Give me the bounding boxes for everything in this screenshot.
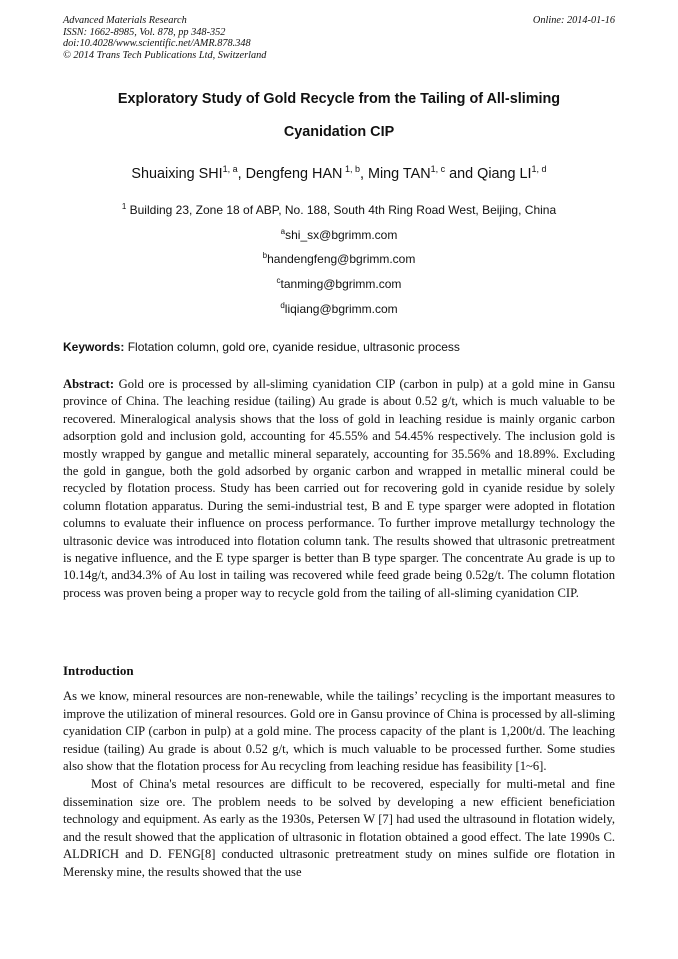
email-superscript: d bbox=[280, 301, 285, 310]
author-separator: , bbox=[237, 166, 246, 182]
author-list bbox=[63, 166, 615, 182]
abstract-label: Abstract: bbox=[63, 377, 115, 391]
issn-line: ISSN: 1662-8985, Vol. 878, pp 348-352 bbox=[63, 26, 226, 38]
email-superscript: b bbox=[262, 251, 268, 260]
author-email bbox=[63, 277, 615, 291]
online-date: Online: 2014-01-16 bbox=[532, 15, 615, 26]
author-name: Ming TAN bbox=[367, 166, 431, 182]
affiliation-superscript: 1 bbox=[121, 202, 127, 211]
author-superscript: 1, d bbox=[531, 164, 547, 174]
author-email bbox=[63, 302, 615, 316]
email-text: handengfeng@bgrimm.com bbox=[267, 252, 416, 266]
author-email bbox=[63, 252, 615, 266]
keywords-label: Keywords: bbox=[63, 340, 125, 354]
author-separator: and bbox=[445, 166, 478, 182]
author-name: Dengfeng HAN bbox=[245, 166, 343, 182]
author-email bbox=[63, 228, 615, 242]
author-name: Shuaixing SHI bbox=[131, 166, 223, 182]
email-text: shi_sx@bgrimm.com bbox=[285, 228, 398, 242]
affiliation-text: Building 23, Zone 18 of ABP, No. 188, South 4th Ring Road West, Beijing, China bbox=[126, 203, 557, 217]
introduction-paragraph: Most of China's metal resources are difficult to be recovered, especially for multi-metal and fine dissemination size ore. The problem needs to be solved by developing a new efficient beneficiation technology and equipment. As early as the 1930s, Petersen W [7] had used the ultrasound in flotation widely, and the result showed that the application of ultrasonic in flotation obtained a good effect. The late 1990s C. ALDRICH and D. FENG[8] conducted ultrasonic pretreatment study on mines sulfide ore flotation in Merensky mine, the results showed that the use bbox=[63, 776, 615, 879]
abstract-text: Gold ore is processed by all-sliming cyanidation CIP (carbon in pulp) at a gold mine in Gansu province of China. The leaching residue (tailing) Au grade is about 0.52 g/t, which is much valuable to be recovered. Mineralogical analysis shows that the loss of gold in leaching residue is mainly organic carbon adsorption gold and inclusion gold, accounting for 45.55% and 54.45% respectively. The inclusion gold is mostly wrapped by gangue and metallic mineral separately, accounting for 35.56% and 18.89%. Excluding the gold in gangue, both the gold adsorbed by organic carbon and wrapped in metallic mineral could be recycled by flotation process. Study has been carried out for recovering gold in cyanide residue by solely column flotation apparatus. During the semi-industrial test, B and E type sparger were adopted in flotation columns to evaluate their influence on process performance. To further improve metallurgy technology the ultrasonic device was introduced into flotation column tank. The results showed that ultrasonic pretreatment is negative influence, and the E type sparger is better than B type sparger. The concentrate Au grade is up to 10.14g/t, and34.3% of Au lost in tailing was recovered while feed grade being 0.52g/t. The column flotation process was proven being a proper way to recycle gold from the tailing of all-sliming cyanidation CIP. bbox=[63, 377, 615, 600]
keywords-text: Flotation column, gold ore, cyanide residue, ultrasonic process bbox=[124, 340, 460, 354]
email-text: liqiang@bgrimm.com bbox=[284, 302, 398, 316]
email-text: tanming@bgrimm.com bbox=[280, 277, 402, 291]
author-name: Qiang LI bbox=[477, 166, 532, 182]
affiliation bbox=[63, 203, 615, 217]
author-superscript: 1, a bbox=[222, 164, 238, 174]
doi-line: doi:10.4028/www.scientific.net/AMR.878.348 bbox=[63, 38, 251, 50]
journal-name: Advanced Materials Research bbox=[63, 15, 187, 26]
keywords bbox=[63, 340, 615, 354]
author-separator: , bbox=[359, 166, 368, 182]
introduction-body bbox=[63, 688, 615, 882]
abstract bbox=[63, 376, 615, 602]
paper-title-line-1: Exploratory Study of Gold Recycle from the Tailing of All-sliming bbox=[117, 91, 561, 107]
journal-header bbox=[63, 15, 266, 61]
author-superscript: 1, c bbox=[430, 164, 446, 174]
paper-title-line-2: Cyanidation CIP bbox=[283, 124, 395, 140]
email-superscript: c bbox=[276, 276, 281, 285]
copyright-line: © 2014 Trans Tech Publications Ltd, Switzerland bbox=[63, 49, 267, 61]
introduction-heading: Introduction bbox=[63, 663, 134, 678]
author-superscript: 1, b bbox=[342, 164, 360, 174]
email-superscript: a bbox=[280, 227, 286, 236]
introduction-paragraph: As we know, mineral resources are non-renewable, while the tailings’ recycling is the important measures to improve the utilization of mineral resources. Gold ore in Gansu province of China is processed by all-sliming cyanidation CIP (carbon in pulp) at a gold mine. The process capacity of the plant is 1,200t/d. The leaching residue (tailing) Au grade is about 0.52 g/t, which is much valuable to be processed further. Some studies also show that the flotation process for Au recycling from leaching residue has feasibility [1~6]. bbox=[63, 689, 615, 774]
